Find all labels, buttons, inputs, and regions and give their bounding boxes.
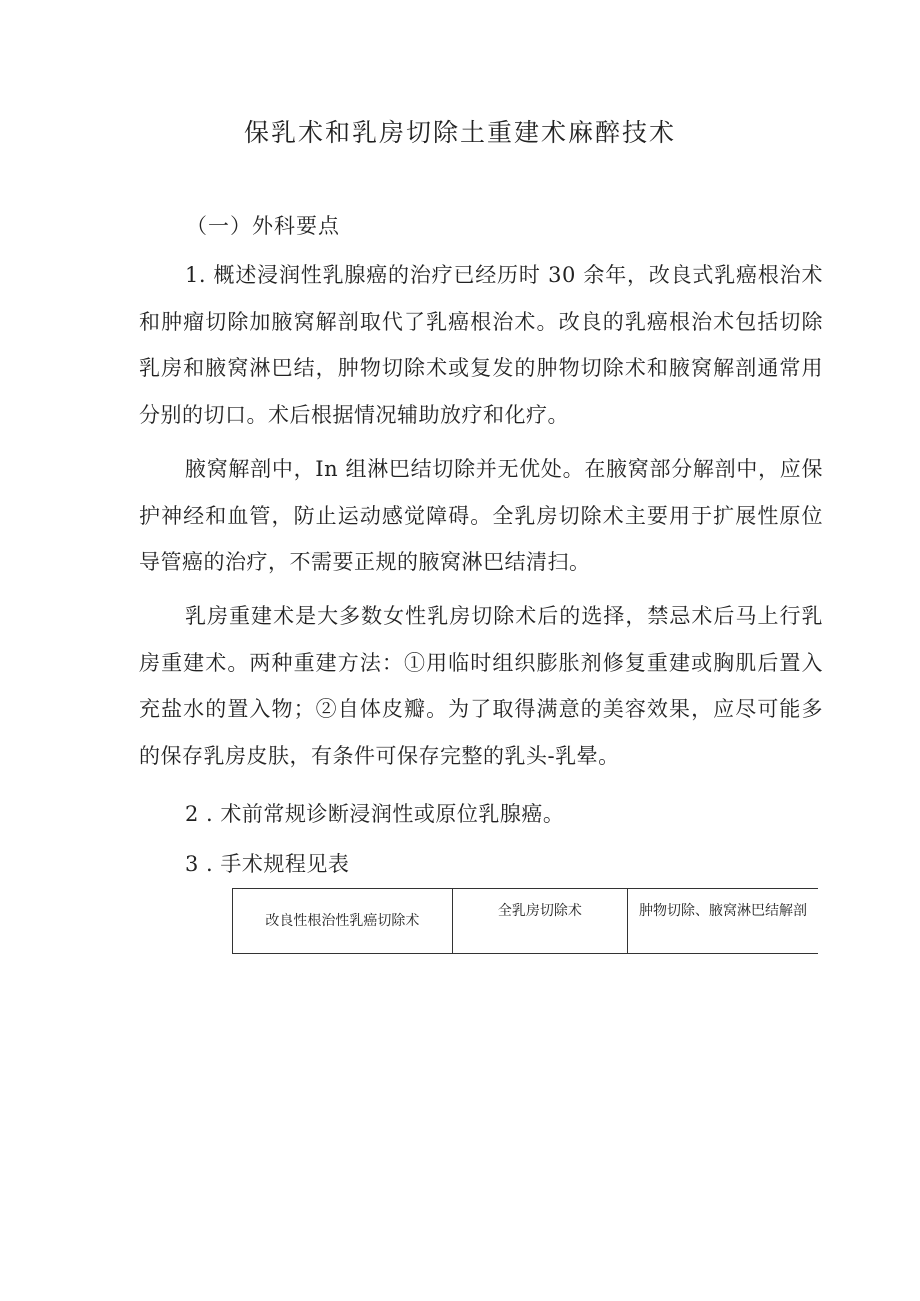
paragraph-axillary: 腋窝解剖中，In 组淋巴结切除并无优处。在腋窝部分解剖中，应保护神经和血管，防止运动感觉障碍。全乳房切除术主要用于扩展性原位导管癌的治疗，不需要正规的腋窝淋巴结清扫。 [139,457,823,574]
paragraph-preop-diagnosis: 2 . 术前常规诊断浸润性或原位乳腺癌。 [185,802,565,826]
paragraph-reconstruction: 乳房重建术是大多数女性乳房切除术后的选择，禁忌术后马上行乳房重建术。两种重建方法：①用临时组织膨胀剂修复重建或胸肌后置入充盐水的置入物；②自体皮瓣。为了取得满意的美容效果，应尽可能多的保存乳房皮肤，有条件可保存完整的乳头-乳晕。 [139,604,823,768]
table-cell-modified-radical: 改良性根治性乳癌切除术 [233,889,453,954]
table-cell-lumpectomy-axillary: 肿物切除、腋窝淋巴结解剖 [627,889,818,954]
table-cell-total-mastectomy: 全乳房切除术 [452,889,627,954]
procedure-table [232,888,818,954]
document-title: 保乳术和乳房切除土重建术麻醉技术 [243,118,676,147]
section-heading: （一）外科要点 [186,214,340,238]
paragraph-procedure-table-ref: 3 . 手术规程见表 [185,852,350,876]
paragraph-overview: 1. 概述浸润性乳腺癌的治疗已经历时 30 余年，改良式乳癌根治术和肿瘤切除加腋窝解剖取代了乳癌根治术。改良的乳癌根治术包括切除乳房和腋窝淋巴结，肿物切除术或复发的肿物切除术和腋窝解剖通常用分别的切口。术后根据情况辅助放疗和化疗。 [139,263,823,427]
table-row [233,889,819,954]
